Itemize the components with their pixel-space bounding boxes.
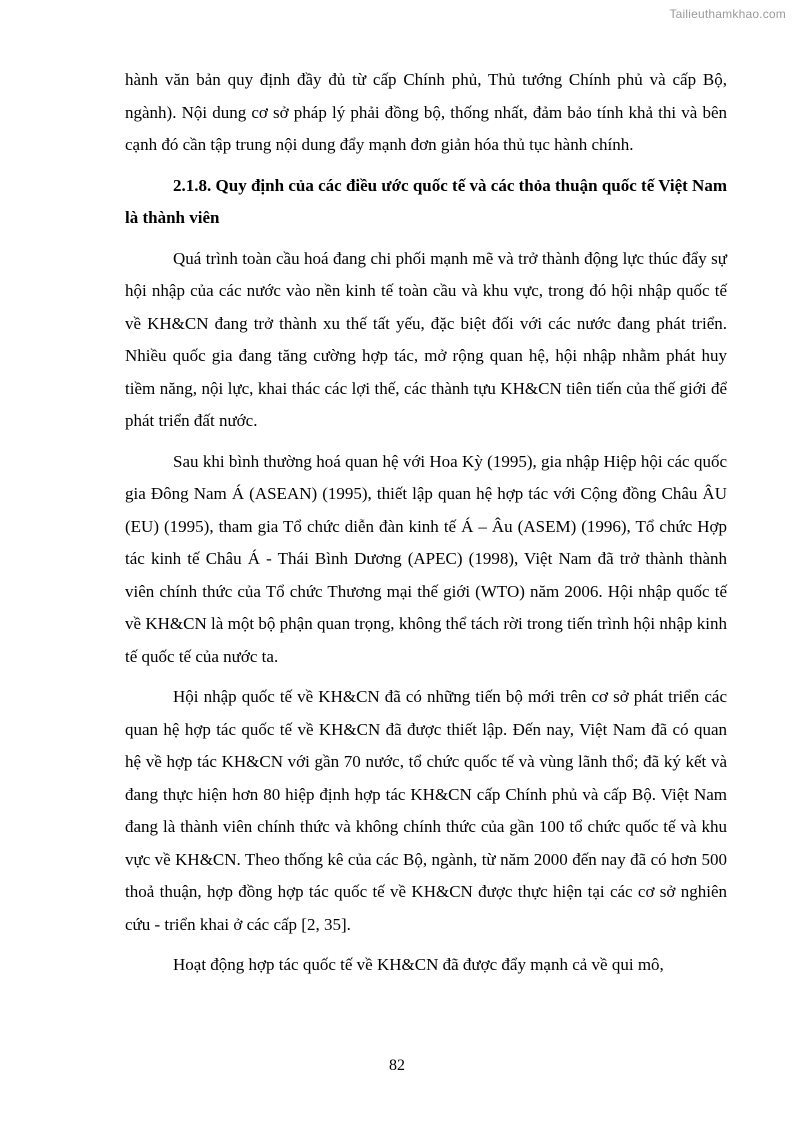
section-heading: 2.1.8. Quy định của các điều ước quốc tế và các thỏa thuận quốc tế Việt Nam là thành viên bbox=[125, 175, 727, 227]
document-body bbox=[125, 64, 727, 982]
page-number: 82 bbox=[389, 1057, 405, 1074]
watermark-text: Tailieuthamkhao.com bbox=[669, 7, 786, 21]
paragraph: Hội nhập quốc tế về KH&CN đã có những tiến bộ mới trên cơ sở phát triển các quan hệ hợp tác quốc tế về KH&CN đã được thiết lập. Đến nay, Việt Nam đã có quan hệ về hợp tác KH&CN với gần 70 nước, tổ chức quốc tế và vùng lãnh thổ; đã ký kết và đang thực hiện hơn 80 hiệp định hợp tác KH&CN cấp Chính phủ và cấp Bộ. Việt Nam đang là thành viên chính thức và không chính thức của gần 100 tổ chức quốc tế và khu vực về KH&CN. Theo thống kê của các Bộ, ngành, từ năm 2000 đến nay đã có hơn 500 thoả thuận, hợp đồng hợp tác quốc tế về KH&CN được thực hiện tại các cơ sở nghiên cứu - triển khai ở các cấp [2, 35]. bbox=[125, 687, 727, 934]
paragraph-truncated: Hoạt động hợp tác quốc tế về KH&CN đã được đẩy mạnh cả về qui mô, bbox=[173, 955, 664, 974]
paragraph: Quá trình toàn cầu hoá đang chi phối mạnh mẽ và trở thành động lực thúc đẩy sự hội nhập của các nước vào nền kinh tế toàn cầu và khu vực, trong đó hội nhập quốc tế về KH&CN đang trở thành xu thế tất yếu, đặc biệt đối với các nước đang phát triển. Nhiều quốc gia đang tăng cường hợp tác, mở rộng quan hệ, hội nhập nhằm phát huy tiềm năng, nội lực, khai thác các lợi thế, các thành tựu KH&CN tiên tiến của thế giới để phát triển đất nước. bbox=[125, 248, 727, 430]
paragraph: Sau khi bình thường hoá quan hệ với Hoa Kỳ (1995), gia nhập Hiệp hội các quốc gia Đông Nam Á (ASEAN) (1995), thiết lập quan hệ hợp tác với Cộng đồng Châu ÂU (EU) (1995), tham gia Tổ chức diễn đàn kinh tế Á – Âu (ASEM) (1996), Tổ chức Hợp tác kinh tế Châu Á - Thái Bình Dương (APEC) (1998), Việt Nam đã trở thành thành viên chính thức của Tổ chức Thương mại thế giới (WTO) năm 2006. Hội nhập quốc tế về KH&CN là một bộ phận quan trọng, không thể tách rời trong tiến trình hội nhập kinh tế quốc tế của nước ta. bbox=[125, 451, 727, 666]
paragraph-continued: hành văn bản quy định đầy đủ từ cấp Chính phủ, Thủ tướng Chính phủ và cấp Bộ, ngành). Nội dung cơ sở pháp lý phải đồng bộ, thống nhất, đảm bảo tính khả thi và bên cạnh đó cần tập trung nội dung đẩy mạnh đơn giản hóa thủ tục hành chính. bbox=[125, 70, 727, 154]
